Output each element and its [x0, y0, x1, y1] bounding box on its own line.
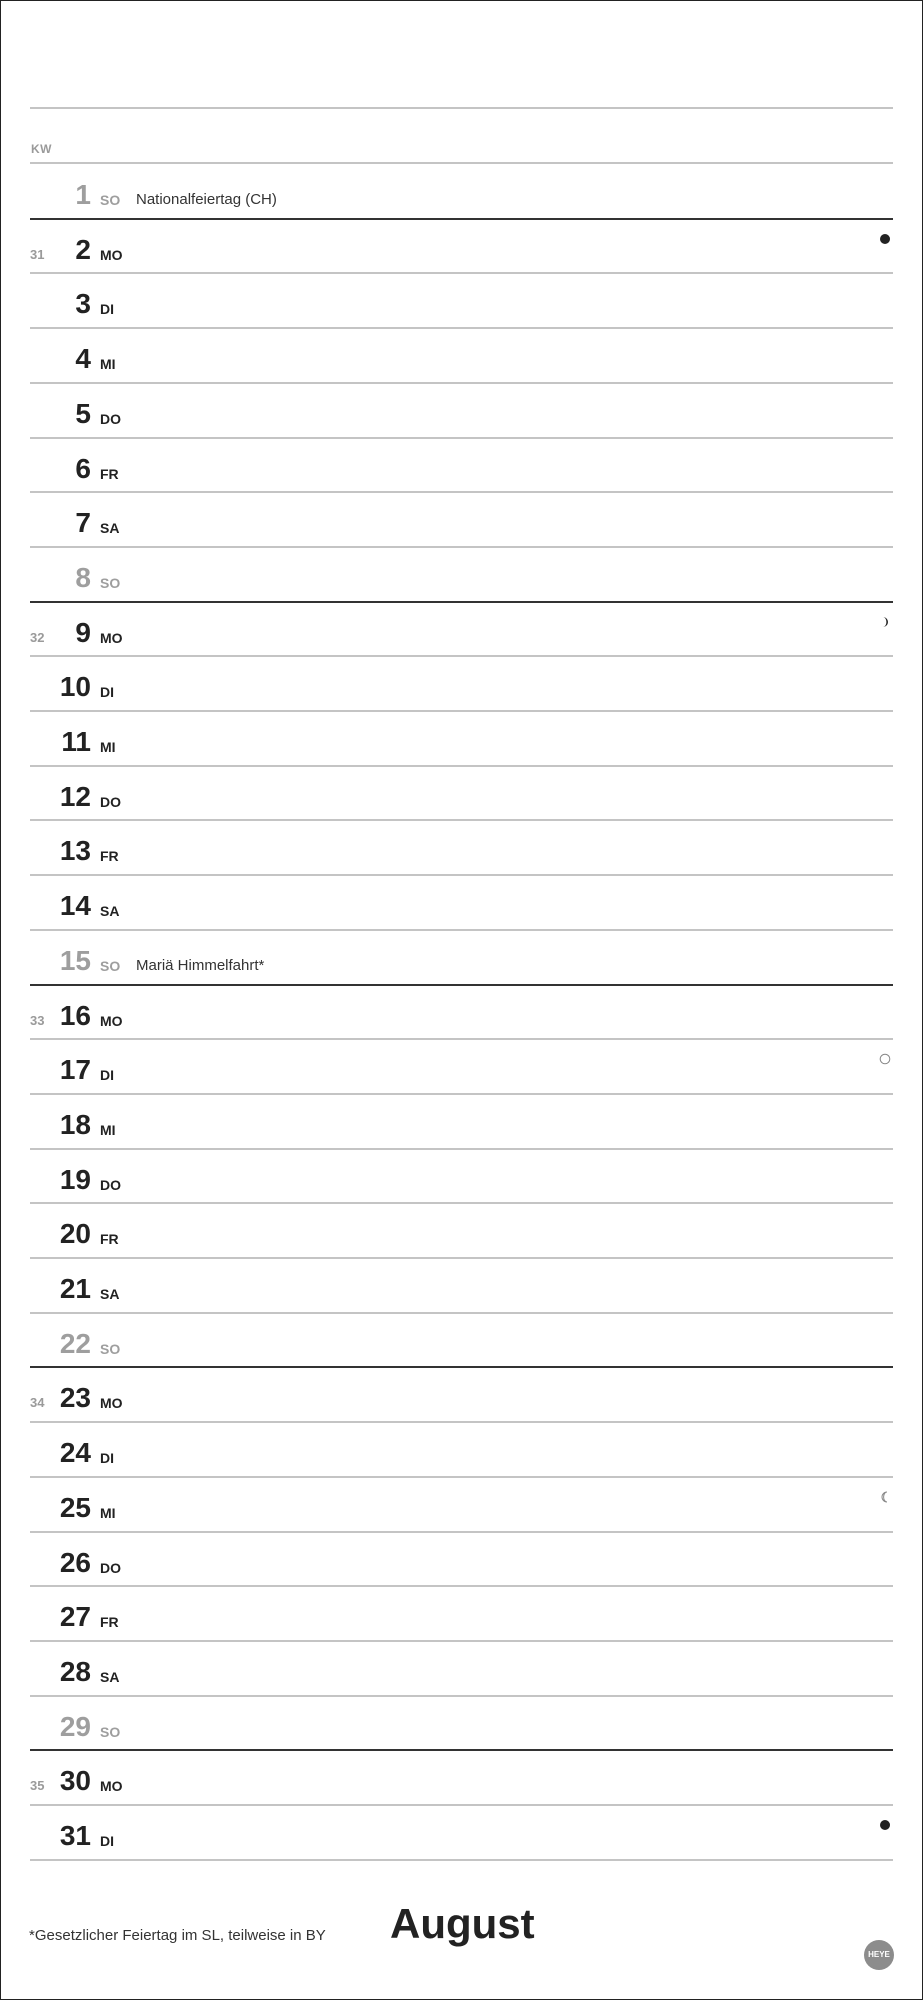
weekday-abbrev: SA: [100, 1668, 120, 1685]
day-number: 15: [59, 944, 91, 976]
weekday-abbrev: FR: [100, 848, 119, 865]
holiday-label: Mariä Himmelfahrt*: [136, 956, 265, 974]
day-number: 8: [75, 561, 91, 593]
day-number: 26: [59, 1546, 91, 1578]
weekday-abbrev: MO: [100, 1395, 123, 1412]
holiday-label: Nationalfeiertag (CH): [136, 191, 277, 208]
day-number: 30: [59, 1765, 91, 1797]
day-number: 29: [59, 1710, 91, 1742]
week-number: 31: [30, 246, 45, 262]
day-row: [0, 1585, 923, 1639]
row-divider: [30, 1859, 893, 1861]
day-number: 10: [59, 671, 91, 703]
day-number: 14: [59, 890, 91, 922]
day-number: 19: [59, 1163, 91, 1195]
day-row: [0, 546, 923, 600]
week-number: 35: [30, 1778, 45, 1794]
weekday-abbrev: DI: [100, 1833, 114, 1849]
day-number: 23: [59, 1382, 91, 1414]
weekday-abbrev: DO: [100, 1559, 121, 1576]
day-row: [0, 874, 923, 928]
day-row: [0, 1257, 923, 1311]
day-number: 1: [75, 179, 91, 210]
day-number: 16: [59, 999, 91, 1031]
day-number: 24: [59, 1437, 91, 1469]
day-row: [0, 929, 923, 983]
full-moon-icon: [879, 1053, 891, 1065]
day-row: [0, 1093, 923, 1147]
day-number: 28: [59, 1655, 91, 1687]
weekday-abbrev: SO: [100, 192, 121, 208]
day-row: [0, 710, 923, 764]
weekday-abbrev: MO: [100, 629, 123, 646]
top-rule: [30, 107, 893, 109]
weekday-abbrev: SO: [100, 1723, 121, 1740]
day-row: [0, 1531, 923, 1585]
heye-logo: HEYE: [864, 1940, 894, 1970]
weekday-abbrev: MO: [100, 1778, 123, 1795]
weekday-abbrev: DI: [100, 301, 114, 318]
day-number: 2: [75, 233, 91, 265]
day-row: [0, 1421, 923, 1475]
weekday-abbrev: DO: [100, 410, 121, 427]
weekday-abbrev: SA: [100, 1286, 120, 1302]
day-row: [0, 1640, 923, 1694]
weekday-abbrev: DI: [100, 684, 114, 701]
day-row: [0, 437, 923, 491]
weekday-abbrev: MI: [100, 1504, 116, 1521]
day-row: [0, 1366, 923, 1420]
day-row: [0, 1312, 923, 1366]
weekday-abbrev: MI: [100, 356, 116, 373]
week-number: 34: [30, 1395, 45, 1411]
day-row: [0, 1804, 923, 1858]
day-row: [0, 1038, 923, 1092]
day-row: [0, 1202, 923, 1256]
month-title: August: [390, 1900, 535, 1947]
weekday-abbrev: SO: [100, 1340, 121, 1357]
week-number: 32: [30, 629, 45, 645]
day-row: [0, 1749, 923, 1803]
weekday-abbrev: SO: [100, 574, 121, 591]
day-row: [0, 765, 923, 819]
weekday-abbrev: MO: [100, 246, 123, 263]
day-number: 5: [75, 397, 91, 429]
weekday-abbrev: FR: [100, 465, 119, 482]
new-moon-icon: [879, 233, 891, 245]
day-number: 4: [75, 343, 91, 375]
weekday-abbrev: SA: [100, 903, 120, 920]
day-number: 3: [75, 288, 91, 320]
day-number: 9: [75, 616, 91, 648]
weekday-abbrev: MI: [100, 1121, 116, 1138]
day-row: [0, 1148, 923, 1202]
day-row: [0, 1476, 923, 1530]
day-number: 21: [59, 1273, 91, 1304]
day-row: [0, 491, 923, 545]
last-quarter-icon: [879, 1491, 891, 1503]
day-number: 6: [75, 452, 91, 484]
day-number: 7: [75, 507, 91, 539]
day-number: 12: [59, 780, 91, 812]
day-row: [0, 655, 923, 709]
day-row: [0, 272, 923, 326]
day-number: 22: [59, 1327, 91, 1359]
week-number: 33: [30, 1012, 45, 1028]
day-row: [0, 327, 923, 381]
day-row: [0, 819, 923, 873]
day-number: 31: [59, 1820, 91, 1851]
kw-header: KW: [31, 142, 52, 156]
day-number: 18: [59, 1108, 91, 1140]
day-number: 27: [59, 1601, 91, 1633]
footnote: *Gesetzlicher Feiertag im SL, teilweise in BY: [29, 1927, 326, 1944]
day-row: [0, 163, 923, 217]
day-row: [0, 218, 923, 272]
day-number: 20: [59, 1218, 91, 1250]
weekday-abbrev: SO: [100, 957, 121, 974]
day-row: [0, 984, 923, 1038]
day-number: 25: [59, 1491, 91, 1523]
weekday-abbrev: SA: [100, 520, 120, 537]
day-row: [0, 382, 923, 436]
weekday-abbrev: MO: [100, 1012, 123, 1029]
day-number: 13: [59, 835, 91, 867]
day-number: 11: [61, 726, 91, 757]
day-row: [0, 1695, 923, 1749]
weekday-abbrev: DI: [100, 1450, 114, 1467]
weekday-abbrev: FR: [100, 1231, 119, 1248]
weekday-abbrev: DO: [100, 793, 121, 810]
new-moon-icon: [879, 1819, 891, 1831]
day-number: 17: [59, 1054, 91, 1086]
weekday-abbrev: FR: [100, 1614, 119, 1631]
weekday-abbrev: DO: [100, 1176, 121, 1193]
weekday-abbrev: MI: [100, 739, 116, 755]
day-row: [0, 601, 923, 655]
first-quarter-icon: [879, 616, 891, 628]
weekday-abbrev: DI: [100, 1067, 114, 1084]
